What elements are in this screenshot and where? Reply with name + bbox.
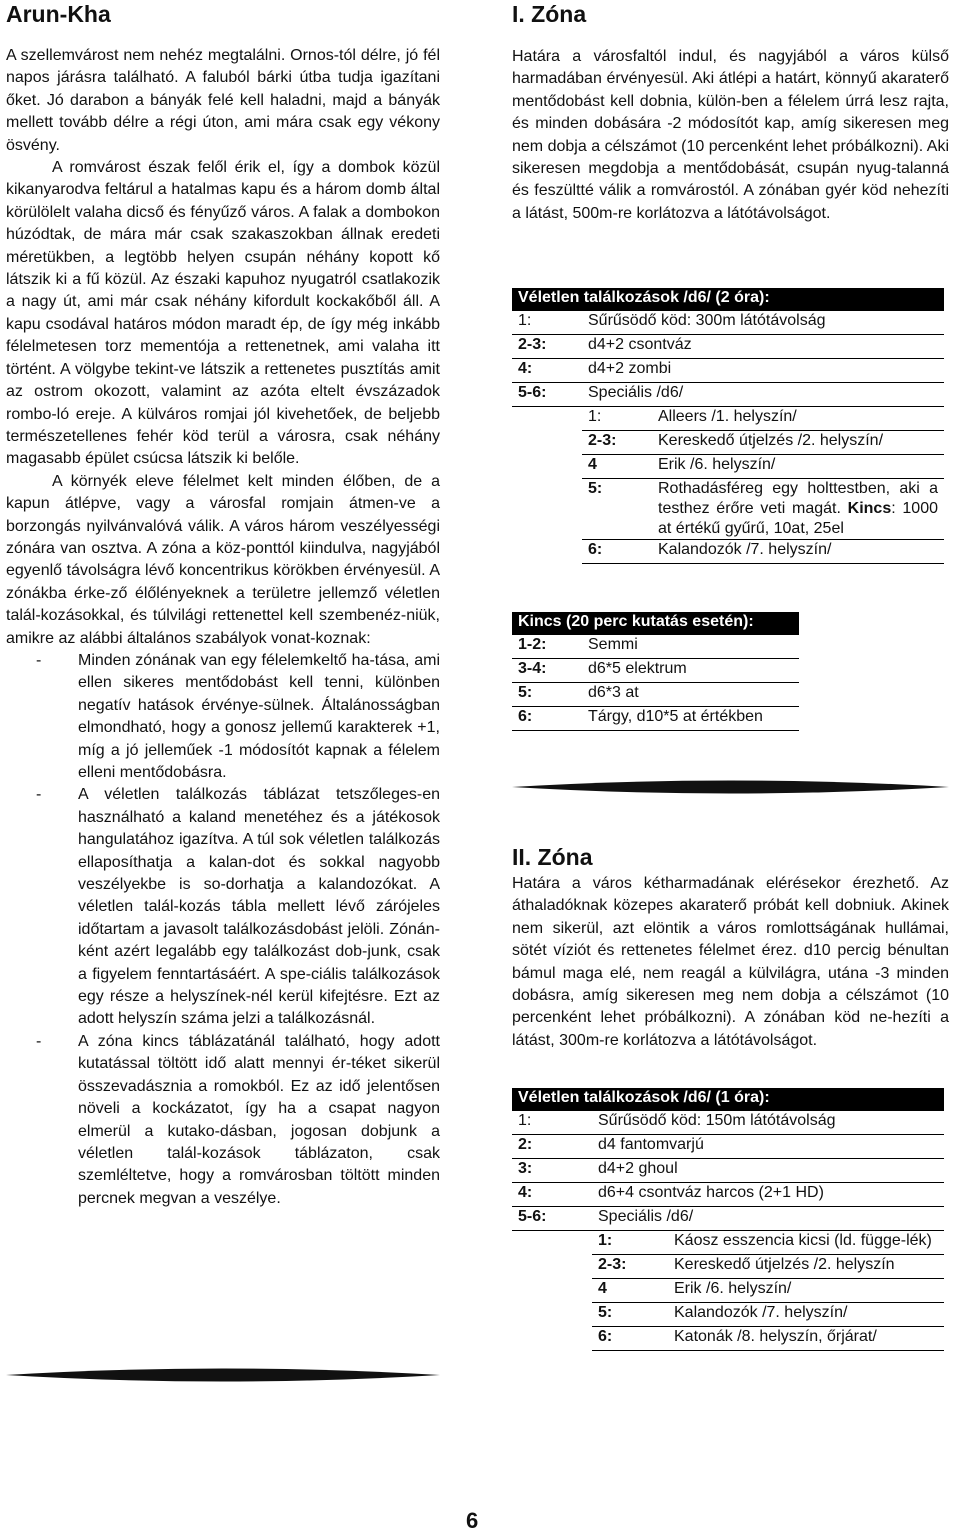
- table-header-row: Kincs (20 perc kutatás esetén):: [512, 612, 799, 635]
- table-subrow: 4 Erik /6. helyszín/: [512, 1279, 944, 1303]
- table-subrow: 5: Kalandozók /7. helyszín/: [512, 1303, 944, 1327]
- table-row: 5: d6*3 at: [512, 683, 799, 707]
- table-subrow: 6: Katonák /8. helyszín, őrjárat/: [512, 1327, 944, 1351]
- zone1-treasure-table-wrap: [512, 612, 799, 731]
- zone1-treasure-table: [512, 612, 799, 731]
- table-subrow: 4 Erik /6. helyszín/: [512, 455, 944, 479]
- list-item: - Minden zónának van egy félelemkeltő ha-tása, ami ellen sikeres mentődobást kell tenni, különben negatív hatások érvénye-sülnek. Általánosságban elmondható, hogy a gonosz jellemű karakterek +1, míg a jó jelleműek -1 módosítót kapnak a félelem elleni mentődobásra.: [36, 651, 440, 781]
- table-row: 4: d4+2 zombi: [512, 359, 944, 383]
- table-subrow: 2-3: Kereskedő útjelzés /2. helyszín/: [512, 431, 944, 455]
- zone1-encounter-table-wrap: [512, 288, 944, 564]
- rules-list: [6, 650, 440, 1210]
- table-row: 6: Tárgy, d10*5 at értékben: [512, 707, 799, 731]
- list-bullet: -: [36, 1032, 42, 1050]
- zone2-title: II. Zóna: [512, 844, 593, 870]
- table-row: 3: d4+2 ghoul: [512, 1159, 944, 1183]
- table-row: 1-2: Semmi: [512, 635, 799, 659]
- table-row: 2-3: d4+2 csontváz: [512, 335, 944, 359]
- table-header-row: Véletlen találkozások /d6/ (2 óra):: [512, 288, 944, 311]
- table-row: 1: Sűrűsödő köd: 150m látótávolság: [512, 1111, 944, 1135]
- list-item: - A zóna kincs táblázatánál található, hogy adott kutatással töltött idő alatt mennyi ér-téket sikerül összevadásznia a romokból. Ez az idő jelentősen növeli a kockázatot, így ha a csapat nagyon elmerül a kutako-dásban, jogosan dobjunk a véletlen talál-kozások táblázaton, csak szemléltetve, hogy a romvárosban töltött minden percnek megvan a veszélye.: [36, 1032, 440, 1207]
- table-row: 2: d4 fantomvarjú: [512, 1135, 944, 1159]
- table-subrow: 6: Kalandozók /7. helyszín/: [512, 540, 944, 564]
- page-number: 6: [466, 1508, 479, 1533]
- list-bullet: -: [36, 651, 42, 669]
- table-row: 5-6: Speciális /d6/: [512, 1207, 944, 1231]
- table-row: 3-4: d6*5 elektrum: [512, 659, 799, 683]
- section-divider: [6, 1364, 440, 1386]
- table-header-row: Véletlen találkozások /d6/ (1 óra):: [512, 1088, 944, 1111]
- list-item: - A véletlen találkozás táblázat tetszőleges-en használható a kaland menetéhez és a játékosok hangulatához igazítva. A túl sok véletlen találkozás ellaposíthatja a kalan-dot és sokkal nagyobb veszélyekbe is so-dorhatja a kalandozókat. A véletlen talál-kozás tábla mellett lévő zárójeles időtartam a javasolt találkozásdobást jelöli. Zónán-ként azért legalább egy találkozást dob-junk, csak a figyelem fenntartásáért. A spe-ciális találkozások egy része a helyszínek-nél kerül kifejtésre. Ezt az adott helyszín száma jelzi a találkozásnál.: [36, 786, 440, 1028]
- table-row: 1: Sűrűsödő köd: 300m látótávolság: [512, 311, 944, 335]
- zone2-encounter-table-wrap: [512, 1088, 944, 1351]
- list-bullet: -: [36, 786, 42, 804]
- table-subrow: 2-3: Kereskedő útjelzés /2. helyszín: [512, 1255, 944, 1279]
- page-title: Arun-Kha: [6, 1, 111, 27]
- intro-paragraph: A szellemvárost nem nehéz megtalálni. Ornos-tól délre, jó fél napos járásra található. A faluból bárki útba tudja igazítani őket. Jó darabon a bányák felé kell haladni, majd a bányák mellett tovább délre a régi úton, ami mára csak egy vékony ösvény.: [6, 47, 440, 154]
- zone1-paragraph: Határa a városfaltól indul, és nagyjából a város külső harmadában érvényesül. Aki átlépi a határt, könnyű akaraterő mentődobást kell dobnia, külön-ben a félelem úrrá lesz rajta, és minden dobására -2 módosítót kap, amíg sikeresen meg nem dobja a célszámot (10 percenként lehet próbálkozni). Aki sikeresen megdobja a mentődobását, csupán nyug-talanná és feszültté válik a romvárostól. A zónában gyér köd nehezíti a látást, 500m-re korlátozva a látótávolságot.: [512, 48, 949, 222]
- table-row: 4: d6+4 csontváz harcos (2+1 HD): [512, 1183, 944, 1207]
- zone2-paragraph: Határa a város kétharmadának elérésekor érezhető. Az áthaladóknak közepes akaraterő próbát kell dobniuk. Akinek nem sikerül, azt elöntik a város romlottságának hullámai, sötét víziót és rettenetes félelmet érez. d10 percig bénultan bámul maga elé, nem reagál a külvilágra, utána -3 minden dobásra, amíg sikeresen meg nem dobja a célszámot (10 percenként lehet próbálkozni). A zónában köd ne-hezíti a látást, 300m-re korlátozva a látótávolságot.: [512, 875, 949, 1049]
- table-subrow: 1: Alleers /1. helyszín/: [512, 407, 944, 431]
- section-divider: [512, 776, 949, 798]
- right-column: [512, 0, 949, 1345]
- left-column: [6, 0, 440, 1210]
- zone1-title: I. Zóna: [512, 1, 587, 27]
- zones-rules-paragraph: A környék eleve félelmet kelt minden élőben, de a kapun átlépve, vagy a városfal romjain átmen-ve a borzongás nyilvánvalóvá válik. A város három veszélyességi zónára van osztva. A zóna a köz-ponttól kiindulva, nagyjából egyenlő távolságra lévő koncentrikus körökben érvényesül. A zónákba érke-ző élőlényeknek a területre jellemző véletlen talál-kozásokkal, és túlvilági rettenettel kell szembenéz-niük, amikre az alábbi általános szabályok vonat-koznak:: [6, 472, 440, 647]
- city-description-paragraph: A romvárost észak felől érik el, így a dombok közül kikanyarodva feltárul a hatalmas kapu és a három domb által körülölelt valaha dicső és fényűző város. A falak a dombokon húzódtak, de mára már csak szakaszokban állnak eredeti méretükben, a legtöbb helyen csupán néhány kopott kő látszik ki a fű közül. Az északi kapuhoz nyugatról csatlakozik a nagy út, ami már csak néhány kifordult kockakőből áll. A kapu csodával határos módon maradt ép, de így még inkább félelmetesen torz mementója a rettenetnek, ami valaha itt történt. A völgybe tekint-ve látszik a rettenetes pusztítás amit az ostrom okozott, valamint az azóta eltelt évszázadok rombo-ló ereje. A külváros romjai jól kivehetőek, de beljebb természetellenes fehér köd terül a városra, csak néhány magasabb épület csúcsa látszik ki belőle.: [6, 159, 440, 468]
- zone1-encounter-table: [512, 288, 944, 564]
- zone2-encounter-table: [512, 1088, 944, 1351]
- table-subrow: 5: Rothadásféreg egy holttestben, aki a testhez érőre veti magát. Kincs: 1000 at értékű gyűrű, 10at, 25el: [512, 479, 944, 540]
- table-row: 5-6: Speciális /d6/: [512, 383, 944, 407]
- table-subrow: 1: Káosz esszencia kicsi (ld. függe-lék): [512, 1231, 944, 1255]
